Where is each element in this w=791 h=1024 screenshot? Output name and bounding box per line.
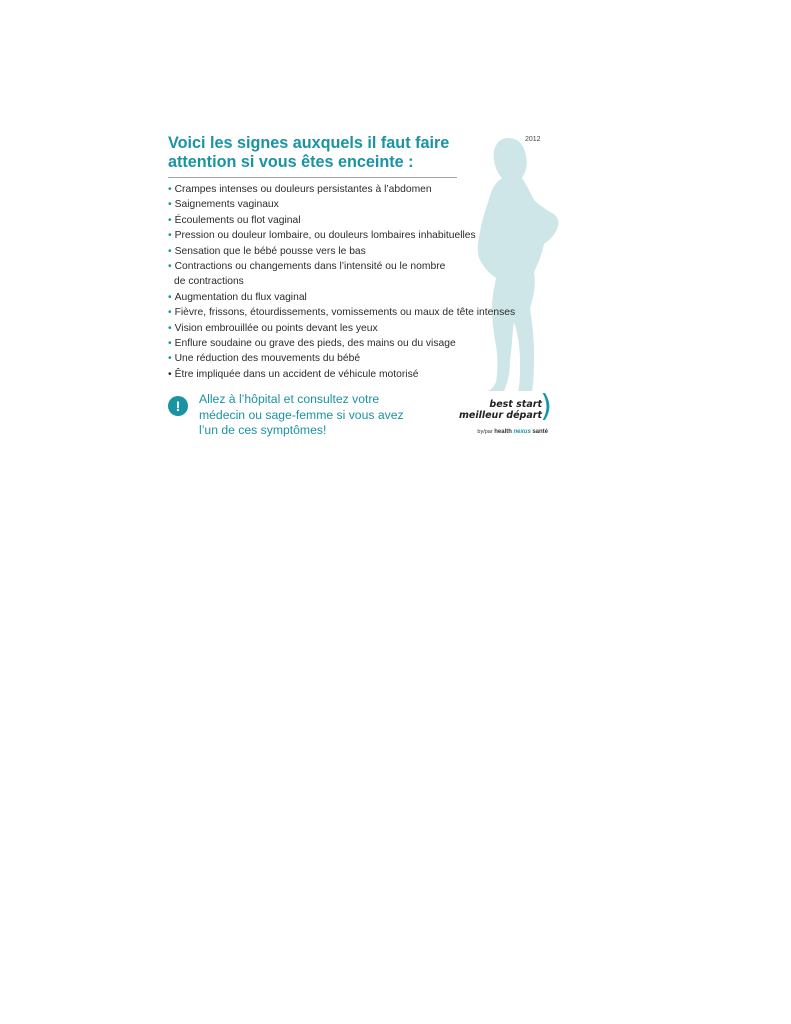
list-item: • Crampes intenses ou douleurs persistantes à l’abdomen — [168, 184, 432, 195]
bullet-icon: • — [168, 214, 172, 226]
list-item: • Sensation que le bébé pousse vers le bas — [168, 245, 366, 257]
bullet-icon: • — [168, 230, 172, 242]
list-item: • Contractions ou changements dans l’intensité ou le nombre — [168, 261, 446, 273]
list-item: • Augmentation du flux vaginal — [168, 291, 307, 303]
logo-byline: by/par health nexus santé — [477, 429, 548, 435]
logo-arc-icon: ) — [540, 389, 552, 424]
alert-line-3: l’un de ces symptômes! — [199, 423, 327, 437]
list-item: • Vision embrouillée ou points devant les yeux — [168, 322, 378, 334]
title-divider — [168, 177, 457, 178]
page-title — [168, 134, 460, 172]
bullet-icon: • — [168, 353, 172, 365]
alert-line-1: Allez à l’hôpital et consultez votre — [199, 392, 380, 406]
logo-line-2: meilleur départ — [459, 410, 542, 421]
bullet-icon: • — [168, 291, 172, 303]
list-item: • Écoulements ou flot vaginal — [168, 214, 301, 226]
alert-message — [199, 392, 429, 439]
bullet-icon: • — [168, 245, 172, 257]
list-item: • Être impliquée dans un accident de véhicule motorisé — [168, 368, 419, 380]
bullet-icon: • — [168, 261, 172, 273]
logo-line-1: best start — [489, 399, 542, 410]
list-item: • Pression ou douleur lombaire, ou douleurs lombaires inhabituelles — [168, 230, 476, 242]
bullet-icon: • — [168, 199, 172, 211]
title-line-2: attention si vous êtes enceinte : — [168, 153, 414, 171]
alert-line-2: médecin ou sage-femme si vous avez — [199, 407, 404, 422]
bullet-icon: • — [168, 338, 172, 350]
title-line-1: Voici les signes auxquels il faut faire — [168, 134, 450, 152]
warning-card — [168, 134, 558, 454]
year-label: 2012 — [525, 136, 541, 143]
exclamation-icon: ! — [168, 396, 188, 416]
best-start-logo — [459, 389, 558, 442]
bullet-icon: • — [168, 322, 172, 334]
list-item: • Enflure soudaine ou grave des pieds, des mains ou du visage — [168, 338, 456, 350]
bullet-icon: • — [168, 307, 172, 319]
list-item: • Fièvre, frissons, étourdissements, vomissements ou maux de tête intenses — [168, 307, 516, 319]
bullet-icon: • — [168, 368, 172, 380]
warning-signs-list — [168, 182, 553, 382]
list-item: • Une réduction des mouvements du bébé — [168, 353, 361, 365]
bullet-icon: • — [168, 184, 172, 195]
list-item: • Saignements vaginaux — [168, 199, 279, 211]
list-item-continuation: de contractions — [174, 276, 244, 288]
